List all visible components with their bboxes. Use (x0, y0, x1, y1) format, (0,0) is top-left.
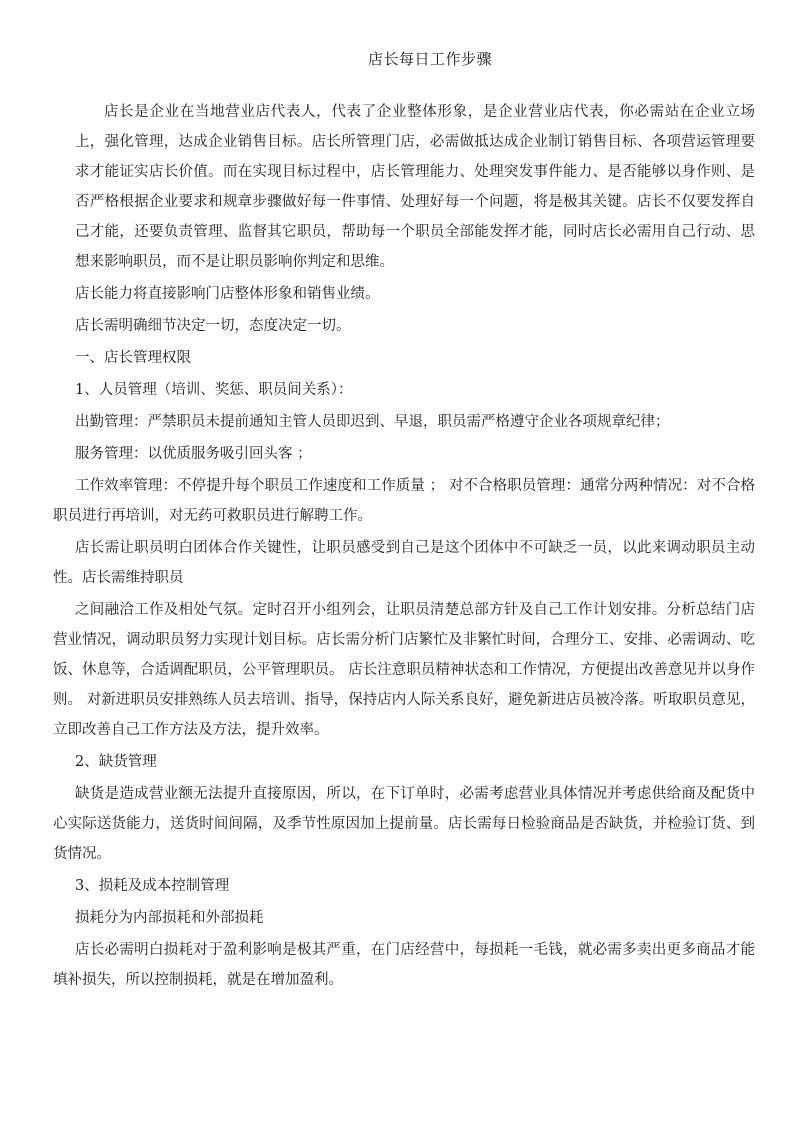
section-heading-1: 一、店长管理权限 (75, 350, 191, 366)
document-page (53, 48, 755, 995)
paragraph-teamwork: 店长需让职员明白团体合作关键性，让职员感受到自己是这个团体中不可缺乏一员，以此来调动职员主动性。店长需维持职员 (53, 540, 755, 586)
paragraph-stockout: 缺货是造成营业额无法提升直接原因，所以，在下订单时，必需考虑营业具体情况并考虑供给商及配货中心实际送货能力，送货时间间隔，及季节性原因加上提前量。店长需每日检验商品是否缺货，并检验订货、到货情况。 (53, 786, 755, 862)
subsection-heading-loss: 3、损耗及成本控制管理 (75, 878, 230, 894)
paragraph-loss-types: 损耗分为内部损耗和外部损耗 (75, 910, 264, 926)
paragraph-detail: 店长需明确细节决定一切，态度决定一切。 (75, 318, 351, 334)
paragraph-efficiency: 工作效率管理：不停提升每个职员工作速度和工作质量 ； 对不合格职员管理：通常分两种情况：对不合格职员进行再培训，对无药可救职员进行解聘工作。 (53, 478, 755, 524)
document-title: 店长每日工作步骤 (367, 50, 492, 68)
subsection-heading-personnel: 1、人员管理（培训、奖惩、职员间关系）： (75, 382, 353, 398)
paragraph-loss-impact: 店长必需明白损耗对于盈利影响是极其严重，在门店经营中，每损耗一毛钱，就必需多卖出更多商品才能填补损失，所以控制损耗，就是在增加盈利。 (53, 942, 755, 988)
paragraph-ability: 店长能力将直接影响门店整体形象和销售业绩。 (75, 286, 380, 302)
paragraph-intro: 店长是企业在当地营业店代表人，代表了企业整体形象，是企业营业店代表，你必需站在企业立场上，强化管理，达成企业销售目标。店长所管理门店，必需做抵达成企业制订销售目标、各项营运管理要求才能证实店长价值。而在实现目标过程中，店长管理能力、处理突发事件能力、是否能够以身作则、是否严格根据企业要求和规章步骤做好每一件事情、处理好每一个问题，将是极其关键。店长不仅要发挥自己才能，还要负责管理、监督其它职员，帮助每一个职员全部能发挥才能，同时店长必需用自己行动、思想来影响职员，而不是让职员影响你判定和思维。 (75, 104, 755, 270)
paragraph-service: 服务管理：以优质服务吸引回头客 ； (75, 446, 312, 462)
subsection-heading-stockout: 2、缺货管理 (75, 754, 157, 770)
paragraph-atmosphere: 之间融洽工作及相处气氛。定时召开小组列会，让职员清楚总部方针及自己工作计划安排。分析总结门店营业情况，调动职员努力实现计划目标。店长需分析门店繁忙及非繁忙时间，合理分工、安排、必需调动、吃饭、休息等，合适调配职员，公平管理职员。 店长注意职员精神状态和工作情况，方便提出改善意见并以身作则。 对新进职员安排熟练人员去培训、指导，保持店内人际关系良好，避免新进店员被冷落。听取职员意见，立即改善自己工作方法及方法，提升效率。 (53, 602, 755, 738)
paragraph-attendance: 出勤管理：严禁职员未提前通知主管人员即迟到、早退，职员需严格遵守企业各项规章纪律； (75, 414, 670, 430)
